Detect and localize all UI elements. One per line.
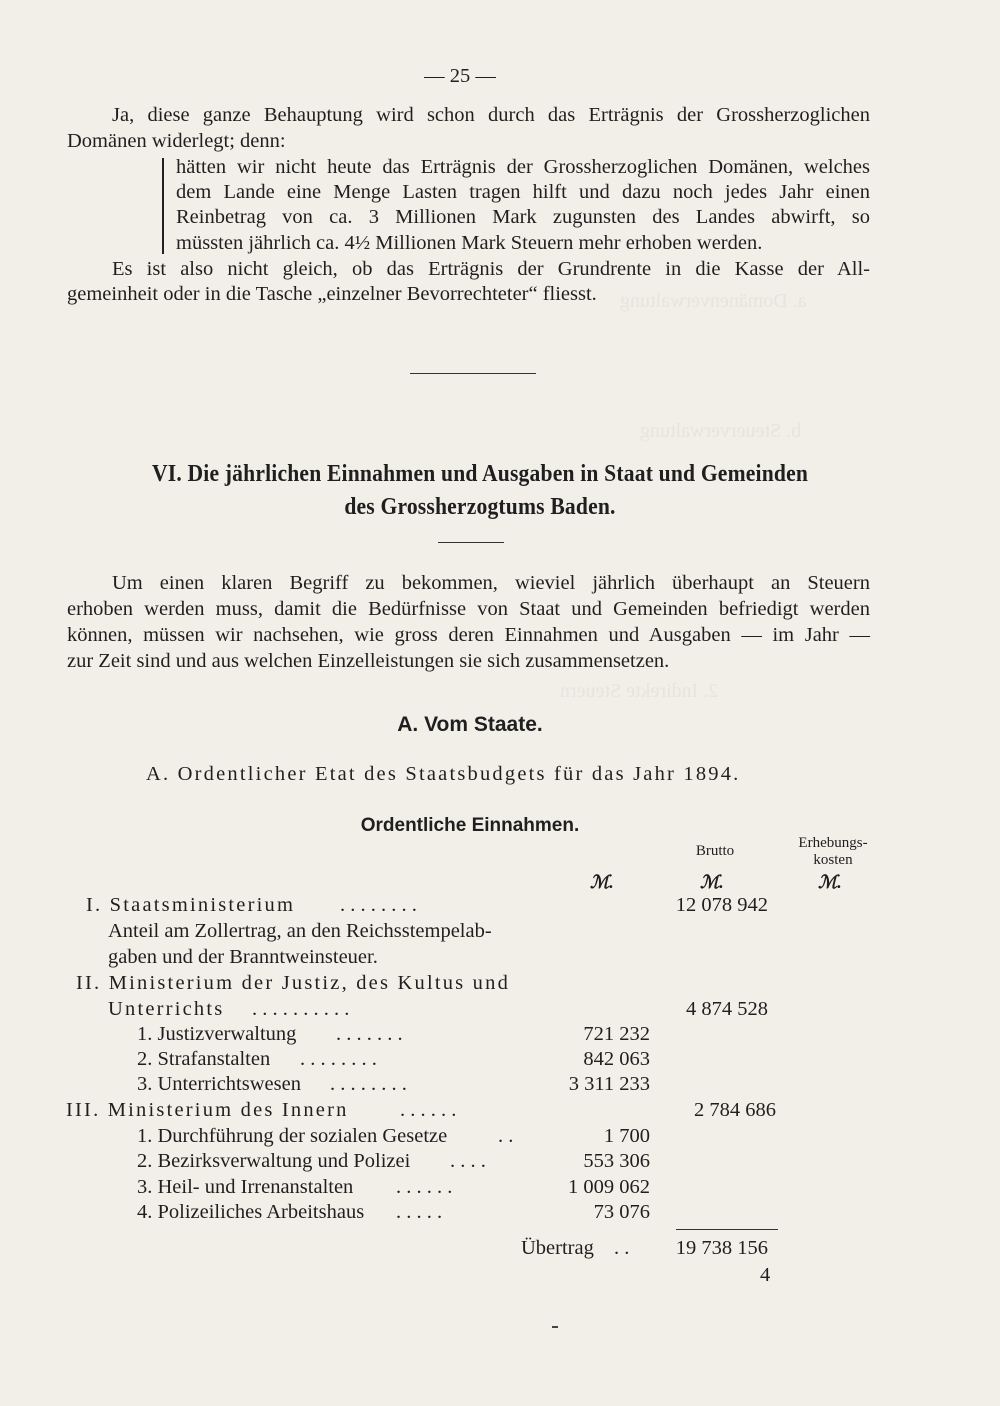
row-label: III. Ministerium des Innern (66, 1099, 349, 1121)
section-paragraph-line-3: können, müssen wir nachsehen, wie gross deren Einnahmen und Ausgaben — im Jahr — (67, 624, 870, 646)
leader-dots: . . . . . . . . (330, 1073, 407, 1095)
section-paragraph-line-4: zur Zeit sind und aus welchen Einzelleistungen sie sich zusammensetzen. (67, 650, 670, 672)
leader-dots: . . (614, 1237, 630, 1259)
row-label: II. Ministerium der Justiz, des Kultus und (76, 972, 511, 994)
intro-line-2: Domänen widerlegt; denn: (67, 130, 286, 152)
signature-mark: 4 (760, 1264, 771, 1286)
row-label: I. Staatsministerium (86, 894, 296, 916)
quote-line-4: müssten jährlich ca. 4½ Millionen Mark Steuern mehr erhoben werden. (176, 232, 763, 254)
row-label: 2. Strafanstalten (137, 1048, 271, 1070)
brutto-value: 4 874 528 (686, 998, 768, 1020)
bleed-through-text: 2. Indirekte Steuern (560, 680, 719, 702)
row-label: 3. Heil- und Irrenanstalten (137, 1176, 354, 1198)
quote-line-3: Reinbetrag von ca. 3 Millionen Mark zugunsten des Landes abwirft, so (176, 206, 870, 228)
sub-value: 721 232 (583, 1023, 650, 1045)
quote-margin-bar (162, 158, 164, 254)
sub-value: 553 306 (583, 1150, 650, 1172)
brutto-header: Brutto (695, 843, 735, 859)
section-title-line-2: des Grossherzogtums Baden. (344, 494, 616, 520)
table-title: Ordentliche Einnahmen. (360, 815, 580, 836)
carry-over-label: Übertrag (521, 1237, 594, 1259)
separator-rule (410, 373, 536, 374)
leader-dots: . . . . . . (400, 1099, 457, 1121)
brutto-value: 2 784 686 (694, 1099, 776, 1121)
conclusion-line-2: gemeinheit oder in die Tasche „einzelner Bevorrechteter“ fliesst. (67, 283, 597, 305)
row-note: gaben und der Branntweinsteuer. (108, 946, 378, 968)
title-underline (438, 542, 504, 543)
row-note: Anteil am Zollertrag, an den Reichsstempelab- (108, 920, 492, 942)
sub-value: 842 063 (583, 1048, 650, 1070)
page-number: — 25 — (424, 65, 496, 87)
leader-dots: . . . . . . . (336, 1023, 403, 1045)
sub-value: 73 076 (593, 1201, 650, 1223)
leader-dots: . . . . . (396, 1201, 443, 1223)
row-label: 4. Polizeiliches Arbeitshaus (137, 1201, 365, 1223)
row-label: 3. Unterrichtswesen (137, 1073, 301, 1095)
leader-dots: . . (498, 1125, 514, 1147)
sub-value: 1 700 (603, 1125, 650, 1147)
unit-mark-col3: ℳ. (818, 872, 842, 892)
bleed-through-text: b. Steuerverwaltung (640, 420, 802, 442)
leader-dots: . . . . . . . . (300, 1048, 377, 1070)
quote-line-2: dem Lande eine Menge Lasten tragen hilft und dazu noch jedes Jahr einen (176, 181, 870, 203)
paper-speck (552, 1326, 558, 1328)
section-title-line-1: VI. Die jährlichen Einnahmen und Ausgaben in Staat und Gemeinden (151, 461, 809, 487)
leader-dots: . . . . . . . . (340, 894, 417, 916)
unit-mark-col1: ℳ. (590, 872, 614, 892)
leader-dots: . . . . (450, 1150, 486, 1172)
intro-line-1: Ja, diese ganze Behauptung wird schon durch das Erträgnis der Grossherzoglichen (112, 104, 870, 126)
conclusion-line-1: Es ist also nicht gleich, ob das Erträgnis der Grundrente in die Kasse der All- (112, 258, 870, 280)
sub-value: 1 009 062 (568, 1176, 650, 1198)
row-label: 1. Justizverwaltung (137, 1023, 297, 1045)
erhebungskosten-header-line-1: Erhebungs- (798, 835, 868, 851)
unit-mark-col2: ℳ. (700, 872, 724, 892)
row-label: 2. Bezirksverwaltung und Polizei (137, 1150, 411, 1172)
erhebungskosten-header-line-2: kosten (813, 852, 853, 868)
leader-dots: . . . . . . . . . . (252, 998, 350, 1020)
carry-over-value: 19 738 156 (675, 1237, 768, 1259)
quote-line-1: hätten wir nicht heute das Erträgnis der Grossherzoglichen Domänen, welches (176, 156, 870, 178)
brutto-value: 12 078 942 (675, 894, 768, 916)
bleed-through-text: a. Domänenverwaltung (620, 290, 807, 312)
section-paragraph-line-1: Um einen klaren Begriff zu bekommen, wieviel jährlich überhaupt an Steuern (112, 572, 870, 594)
section-paragraph-line-2: erhoben werden muss, damit die Bedürfnisse von Staat und Gemeinden befriedigt werden (67, 598, 870, 620)
leader-dots: . . . . . . (396, 1176, 453, 1198)
row-label: 1. Durchführung der sozialen Gesetze (137, 1125, 448, 1147)
row-label: Unterrichts (108, 998, 225, 1020)
budget-title: A. Ordentlicher Etat des Staatsbudgets für das Jahr 1894. (146, 763, 741, 785)
sub-value: 3 311 233 (568, 1073, 650, 1095)
subsection-title: A. Vom Staate. (397, 713, 543, 736)
sum-rule (676, 1229, 778, 1230)
